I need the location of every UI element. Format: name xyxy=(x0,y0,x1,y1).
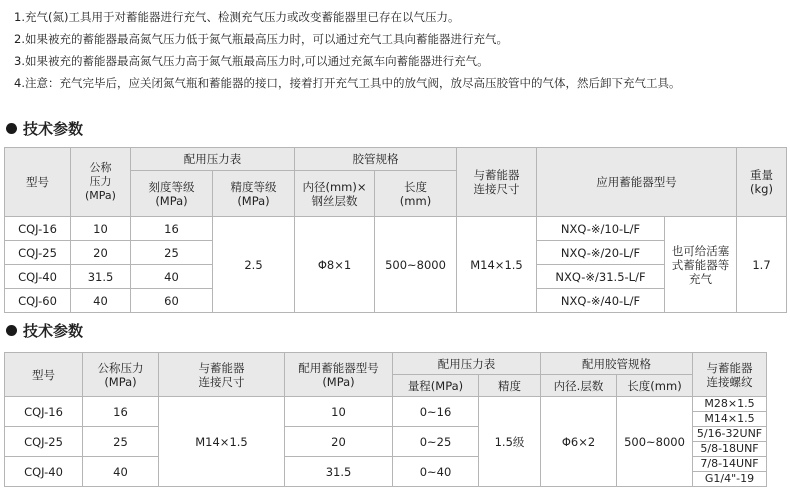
cell-inner: Φ6×2 xyxy=(541,397,617,487)
cell-acc-model: NXQ-※/10-L/F xyxy=(537,217,665,241)
cell-model: CQJ-40 xyxy=(5,457,83,487)
section-2-heading xyxy=(6,320,83,341)
cell-range: 0~16 xyxy=(393,397,479,427)
cell-weight: 1.7 xyxy=(737,217,787,313)
header-accumulator-model: 应用蓄能器型号 xyxy=(537,148,737,217)
bullet-dot-icon xyxy=(6,123,17,134)
cell-inner-diameter: Φ8×1 xyxy=(295,217,375,313)
cell-acc-model: 31.5 xyxy=(285,457,393,487)
table-row xyxy=(5,217,787,241)
cell-pressure: 16 xyxy=(83,397,159,427)
cell-length: 500~8000 xyxy=(617,397,693,487)
header-inner: 内径.层数 xyxy=(541,375,617,397)
section-1-title: 技术参数 xyxy=(23,120,84,138)
header-weight: 重量 (kg) xyxy=(737,148,787,217)
cell-thread: 5/16-32UNF xyxy=(693,427,767,442)
cell-pressure: 40 xyxy=(83,457,159,487)
cell-note: 也可给活塞 式蓄能器等 充气 xyxy=(665,217,737,313)
cell-model: CQJ-40 xyxy=(5,265,71,289)
header-model: 型号 xyxy=(5,353,83,397)
cell-acc-model: NXQ-※/20-L/F xyxy=(537,241,665,265)
cell-length: 500~8000 xyxy=(375,217,457,313)
cell-acc-model: NXQ-※/31.5-L/F xyxy=(537,265,665,289)
cell-model: CQJ-25 xyxy=(5,427,83,457)
header-length: 长度 (mm) xyxy=(375,171,457,217)
cell-acc-model: 20 xyxy=(285,427,393,457)
note-4: 4.注意：充气完毕后，应关闭氮气瓶和蓄能器的接口，接着打开充气工具中的放气阀，放尽高压胶管中的气体，然后卸下充气工具。 xyxy=(14,76,681,90)
cell-model: CQJ-60 xyxy=(5,289,71,313)
header-gauge: 配用压力表 xyxy=(393,353,541,375)
header-hose: 胶管规格 xyxy=(295,148,457,171)
cell-precision: 2.5 xyxy=(213,217,295,313)
cell-connection: M14×1.5 xyxy=(457,217,537,313)
header-thread: 与蓄能器 连接螺纹 xyxy=(693,353,767,397)
spec-table-2 xyxy=(4,352,767,487)
cell-scale: 25 xyxy=(131,241,213,265)
header-accumulator-model: 配用蓄能器型号 (MPa) xyxy=(285,353,393,397)
cell-pressure: 31.5 xyxy=(71,265,131,289)
bullet-dot-icon xyxy=(6,325,17,336)
header-connection: 与蓄能器 连接尺寸 xyxy=(159,353,285,397)
cell-connection: M14×1.5 xyxy=(159,397,285,487)
header-range: 量程(MPa) xyxy=(393,375,479,397)
cell-thread: 5/8-18UNF xyxy=(693,442,767,457)
cell-acc-model: 10 xyxy=(285,397,393,427)
header-nominal-pressure: 公称压力 (MPa) xyxy=(83,353,159,397)
cell-pressure: 25 xyxy=(83,427,159,457)
cell-model: CQJ-25 xyxy=(5,241,71,265)
cell-precision: 1.5级 xyxy=(479,397,541,487)
section-1-heading xyxy=(6,118,83,139)
cell-range: 0~25 xyxy=(393,427,479,457)
cell-acc-model: NXQ-※/40-L/F xyxy=(537,289,665,313)
header-precision: 精度等级 (MPa) xyxy=(213,171,295,217)
note-3: 3.如果被充的蓄能器最高氮气压力高于氮气瓶最高压力时,可以通过充氮车向蓄能器进行充气。 xyxy=(14,54,489,68)
cell-range: 0~40 xyxy=(393,457,479,487)
cell-thread: M14×1.5 xyxy=(693,412,767,427)
cell-pressure: 40 xyxy=(71,289,131,313)
spec-table-1 xyxy=(4,147,787,313)
cell-pressure: 10 xyxy=(71,217,131,241)
header-nominal-pressure: 公称 压力 (MPa) xyxy=(71,148,131,217)
note-1: 1.充气(氮)工具用于对蓄能器进行充气、检测充气压力或改变蓄能器里已存在以气压力。 xyxy=(14,10,460,24)
cell-scale: 40 xyxy=(131,265,213,289)
cell-thread: G1/4"-19 xyxy=(693,472,767,487)
cell-model: CQJ-16 xyxy=(5,217,71,241)
header-connection: 与蓄能器 连接尺寸 xyxy=(457,148,537,217)
header-hose: 配用胶管规格 xyxy=(541,353,693,375)
cell-scale: 16 xyxy=(131,217,213,241)
header-length: 长度(mm) xyxy=(617,375,693,397)
usage-notes xyxy=(14,6,784,94)
cell-thread: M28×1.5 xyxy=(693,397,767,412)
cell-model: CQJ-16 xyxy=(5,397,83,427)
header-inner-diameter: 内径(mm)× 钢丝层数 xyxy=(295,171,375,217)
cell-thread: 7/8-14UNF xyxy=(693,457,767,472)
section-2-title: 技术参数 xyxy=(23,322,84,340)
header-scale: 刻度等级 (MPa) xyxy=(131,171,213,217)
note-2: 2.如果被充的蓄能器最高氮气压力低于氮气瓶最高压力时，可以通过充气工具向蓄能器进行充气。 xyxy=(14,32,508,46)
cell-scale: 60 xyxy=(131,289,213,313)
cell-pressure: 20 xyxy=(71,241,131,265)
header-precision: 精度 xyxy=(479,375,541,397)
table-row xyxy=(5,397,767,412)
header-model: 型号 xyxy=(5,148,71,217)
header-gauge: 配用压力表 xyxy=(131,148,295,171)
